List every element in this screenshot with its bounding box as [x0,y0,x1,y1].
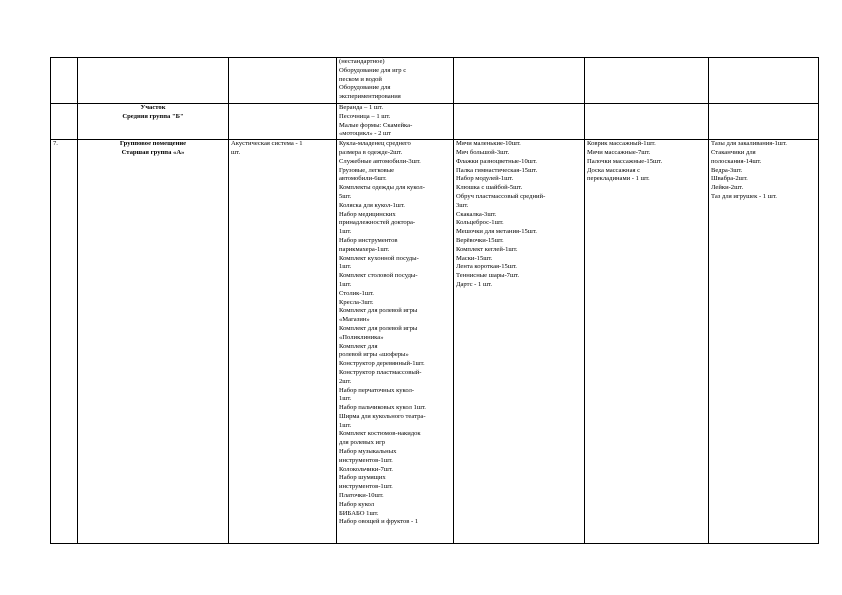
item-line: Маски-15шт. [456,254,493,262]
item-line: Служебные автомобили-3шт. [339,157,421,165]
item-line: Коврик массажный-1шт. [587,140,656,148]
item-line: «мотоцикл» - 2 шт [339,130,392,138]
table-row [51,104,819,140]
item-line: «Поликлиника» [339,333,384,341]
room-name-cell [78,140,229,544]
play-items-cell [337,140,454,544]
row-number-cell [51,58,78,104]
item-line: Швабра-2шт. [711,175,748,183]
massage-items-cell [585,140,709,544]
massage-items-cell [585,104,709,140]
item-line: Ведра-3шт. [711,166,743,174]
item-line: принадлежностей доктора- [339,219,416,227]
item-line: Кольцеброс-1шт. [456,219,504,227]
item-line: Набор кукол [339,500,375,508]
item-line: шт. [231,148,241,156]
sport-items-cell [454,104,585,140]
item-line: инструментов-1шт. [339,456,393,464]
hygiene-items-cell [709,58,819,104]
massage-items-cell [585,58,709,104]
sport-items-cell [454,140,585,544]
item-line: экспериментирования [339,93,401,101]
item-line: 1шт. [339,228,352,236]
item-line: Колокольчики-7шт. [339,465,393,473]
table-row [51,140,819,544]
equipment-cell [229,58,337,104]
item-line: автомобили-6шт. [339,175,387,183]
equipment-cell [229,104,337,140]
item-line: песком и водой [339,75,382,83]
item-line: 1шт. [339,280,352,288]
item-line: для ролевых игр [339,439,386,447]
item-line: Комплект столовой посуды- [339,272,418,280]
item-line: Лента короткая-15шт. [456,263,517,271]
room-name-line: Средняя группа "Б" [122,112,184,120]
item-line: Акустическая система - 1 [231,140,303,148]
room-name-line: Групповое помещение [119,140,187,148]
item-line: Комплект кеглей-1шт. [456,245,518,253]
item-line: Оборудование для [339,84,391,92]
room-name-cell [78,58,229,104]
row-number-cell [51,104,78,140]
item-line: Стаканчики для [711,148,756,156]
item-line: Комплект для [339,342,378,350]
item-line: Набор овощей и фруктов - 1 [339,518,419,526]
item-line: Набор медицинских [339,210,396,218]
item-line: Грузовые, легковые [339,166,395,174]
item-line: Коляска для кукол-1шт. [339,201,405,209]
inventory-table [50,57,819,544]
item-line: Набор музыкальных [339,448,397,456]
item-line: Доска массажная с [587,166,641,174]
item-line: полоскания-14шт. [711,157,762,165]
item-line: Столик-1шт. [339,289,374,297]
item-line: Скакалка-3шт. [456,210,497,218]
room-name-line: Старшая группа «А» [121,148,185,156]
item-line: Веранда – 1 шт. [339,104,384,111]
item-line: БИБАБО 1шт. [339,509,379,517]
item-line: Теннисные шары-7шт. [456,272,520,280]
item-line: «Магазин» [339,316,370,324]
item-line: парикмахера-1шт. [339,245,390,253]
item-line: Лейки-2шт. [711,184,744,192]
item-line: Мешочки для метания-15шт. [456,228,537,236]
item-line: Песочница – 1 шт. [339,112,391,120]
item-line: Малые формы: Скамейка- [339,121,413,129]
item-line: Палочки массажные-15шт. [587,157,663,165]
item-line: Дартс - 1 шт. [456,280,493,288]
item-line: Набор модулей-1шт. [456,175,514,183]
item-line: Тазы для закаливания-1шт. [711,140,787,148]
item-line: Верёвочки-15шт. [456,236,504,244]
item-line: инструментов-1шт. [339,483,393,491]
item-line: (нестандартное) [339,58,385,65]
item-line: Мяч большой-3шт. [456,148,510,156]
item-line: Набор инструментов [339,236,398,244]
item-line: размера в одежде-2шт. [339,148,403,156]
item-line: Конструктор деревянный-1шт. [339,360,425,368]
item-line: Набор перчаточных кукол- [339,386,415,394]
item-line: 5шт. [339,192,352,200]
item-line: Мячи маленькие-10шт. [456,140,521,148]
item-line: Комплект для ролевой игры [339,324,418,332]
item-line: Кресла-3шт. [339,298,374,306]
item-line: Конструктор пластмассовый- [339,368,422,376]
item-line: Клюшка с шайбой-5шт. [456,184,523,192]
sport-items-cell [454,58,585,104]
item-line: Мячи массажные-7шт. [587,148,651,156]
item-line: Комплект кухонной посуды- [339,254,419,262]
item-line: перекладинами - 1 шт. [587,175,650,183]
item-line: 1шт. [339,395,352,403]
row-number-cell: 7. [51,140,78,544]
item-line: Таз для игрушек - 1 шт. [711,192,777,200]
hygiene-items-cell [709,140,819,544]
item-line: Комплект костюмов-накидок [339,430,421,438]
play-items-cell [337,58,454,104]
item-line: Обруч пластмассовый средний- [456,192,546,200]
item-line: 1шт. [339,263,352,271]
item-line: Набор пальчиковых кукол 1шт. [339,404,426,412]
item-line: ролевой игры «шоферы» [339,351,409,359]
item-line: Комплект для ролевой игры [339,307,418,315]
item-line: Набор шумящих [339,474,386,482]
item-line: Оборудование для игр с [339,66,407,74]
room-name-cell [78,104,229,140]
item-line: Флажки разноцветные-10шт. [456,157,537,165]
table-row [51,58,819,104]
item-line: Кукла-младенец среднего [339,140,411,148]
table-body [51,58,819,544]
equipment-cell [229,140,337,544]
item-line: Комплекты одежды для кукол- [339,184,425,192]
item-line: Палка гимнастическая-15шт. [456,166,538,174]
item-line: 2шт. [339,377,352,385]
item-line: Платочки-10шт. [339,492,384,500]
item-line: 1шт. [339,421,352,429]
item-line: Ширма для кукольного театра- [339,412,426,420]
play-items-cell [337,104,454,140]
room-name-line: Участок [140,104,166,111]
item-line: 3шт. [456,201,469,209]
hygiene-items-cell [709,104,819,140]
